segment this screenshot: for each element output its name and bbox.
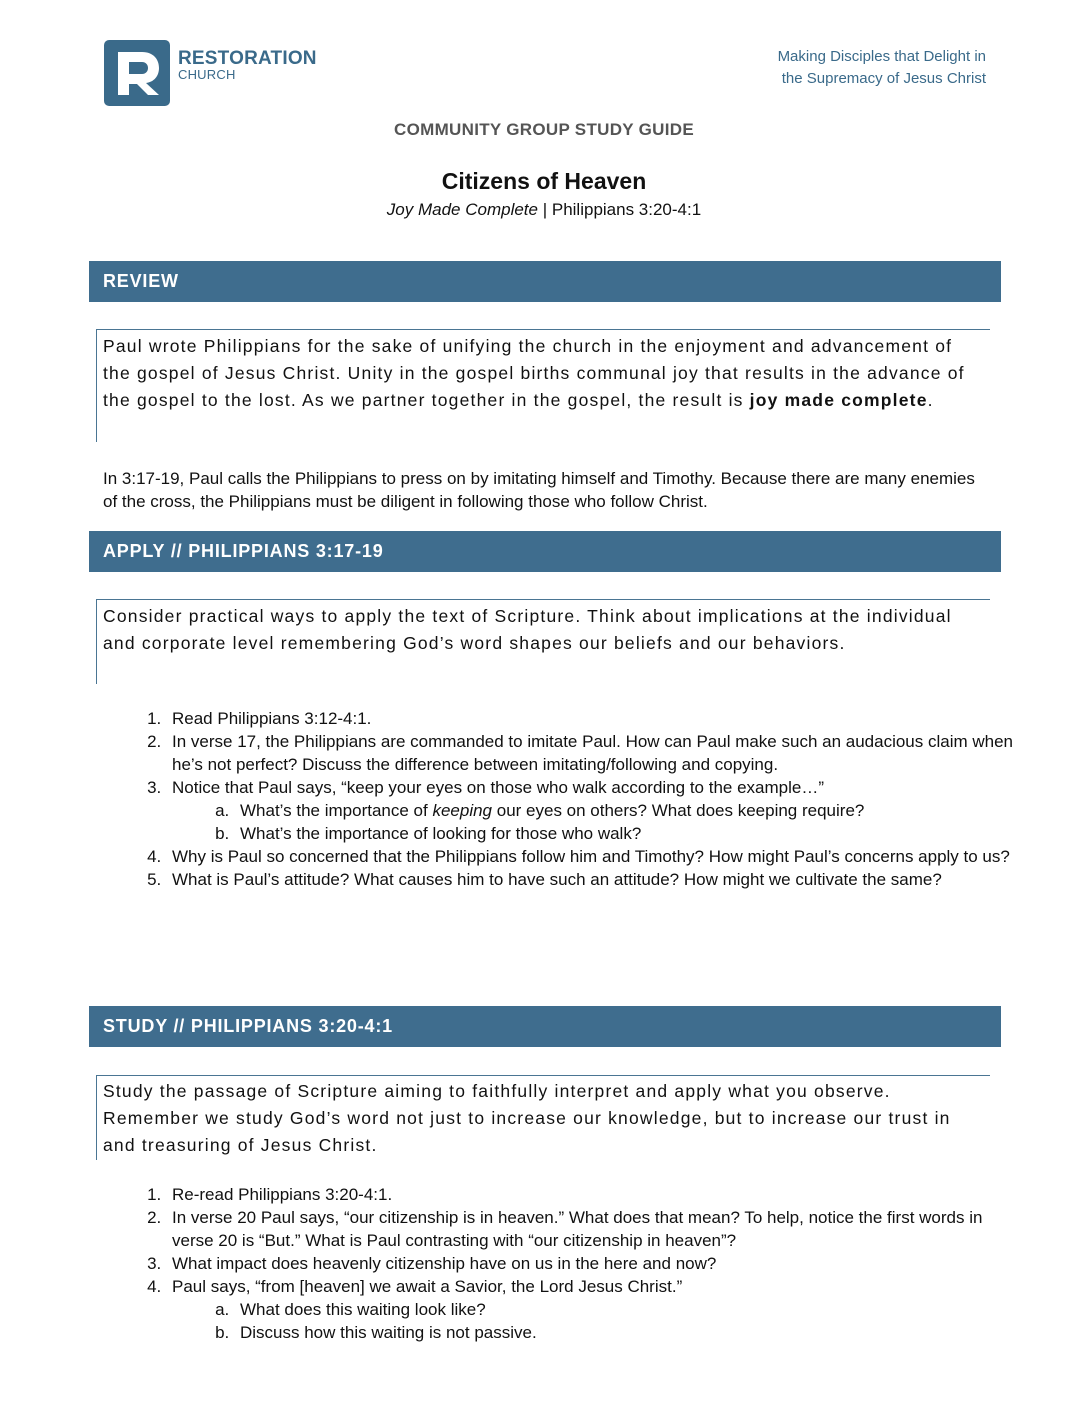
review-paragraph: In 3:17-19, Paul calls the Philippians to press on by imitating himself and Timothy. Because there are many enemies of the cross, the Philippians must be diligent in following those who follow Christ. — [103, 469, 975, 511]
list-item: b. Discuss how this waiting is not passive. — [234, 1321, 1026, 1344]
page-title: Citizens of Heaven — [441, 168, 647, 194]
review-intro: Paul wrote Philippians for the sake of unifying the church in the enjoyment and advancement of the gospel of Jesus Christ. Unity in the gospel births communal joy that results in the advance of the gospel to the lost. As we partner together in the gospel, the result is joy made complete. — [103, 336, 965, 410]
tagline — [778, 46, 986, 90]
passage-reference: Philippians 3:20-4:1 — [551, 200, 702, 219]
sub-list — [172, 1298, 1026, 1344]
study-intro: Study the passage of Scripture aiming to faithfully interpret and apply what you observe. Remember we study God’s word not just to increase our knowledge, but to increase our trust in and treasuring of Jesus Christ. — [103, 1081, 951, 1155]
subtitle-separator: | — [537, 200, 552, 219]
apply-intro: Consider practical ways to apply the text of Scripture. Think about implications at the individual and corporate level remembering God’s word shapes our beliefs and our behaviors. — [103, 606, 952, 653]
tagline-line-2: the Supremacy of Jesus Christ — [781, 70, 986, 87]
logo-name-primary: RESTORATION — [178, 48, 317, 69]
list-item: 5. What is Paul’s attitude? What causes him to have such an attitude? How might we cultivate the same? — [166, 868, 1026, 891]
list-item: a. What’s the importance of keeping our eyes on others? What does keeping require? — [234, 799, 1026, 822]
series-name: Joy Made Complete — [386, 200, 538, 219]
section-heading: STUDY // PHILIPPIANS 3:20-4:1 — [103, 1016, 393, 1036]
section-header-apply — [89, 531, 1001, 572]
church-logo-icon — [104, 40, 170, 106]
sub-list — [172, 799, 1026, 845]
logo-name-secondary: CHURCH — [178, 67, 236, 82]
list-item: 1. Read Philippians 3:12-4:1. — [166, 707, 1026, 730]
study-questions — [130, 1183, 1026, 1344]
section-header-study — [89, 1006, 1001, 1047]
section-heading: APPLY // PHILIPPIANS 3:17-19 — [103, 541, 384, 561]
list-item: 2. In verse 17, the Philippians are commanded to imitate Paul. How can Paul make such an audacious claim when he’s not perfect? Discuss the difference between imitating/following and copying. — [166, 730, 1026, 776]
list-item: 3. What impact does heavenly citizenship have on us in the here and now? — [166, 1252, 1026, 1275]
list-item: 4. Paul says, “from [heaven] we await a Savior, the Lord Jesus Christ.” a. What does this waiting look like? b. Discuss how this waiting is not passive. — [166, 1275, 1026, 1344]
section-header-review — [89, 261, 1001, 302]
list-item: 2. In verse 20 Paul says, “our citizenship is in heaven.” What does that mean? To help, notice the first words in verse 20 is “But.” What is Paul contrasting with “our citizenship in heaven”? — [166, 1206, 1026, 1252]
list-item: 4. Why is Paul so concerned that the Philippians follow him and Timothy? How might Paul’s concerns apply to us? — [166, 845, 1026, 868]
list-item: 1. Re-read Philippians 3:20-4:1. — [166, 1183, 1026, 1206]
list-item: b. What’s the importance of looking for those who walk? — [234, 822, 1026, 845]
guide-label: COMMUNITY GROUP STUDY GUIDE — [394, 120, 694, 139]
emphasis-joy: joy made complete — [749, 390, 928, 410]
list-item: 3. Notice that Paul says, “keep your eyes on those who walk according to the example…” a. What’s the importance of keeping our eyes on others? What does keeping require? b. What’s the importance of looking for those who walk? — [166, 776, 1026, 845]
apply-questions — [130, 707, 1026, 891]
section-heading: REVIEW — [103, 271, 179, 291]
page-subtitle — [0, 200, 1088, 220]
tagline-line-1: Making Disciples that Delight in — [777, 48, 986, 65]
list-item: a. What does this waiting look like? — [234, 1298, 1026, 1321]
